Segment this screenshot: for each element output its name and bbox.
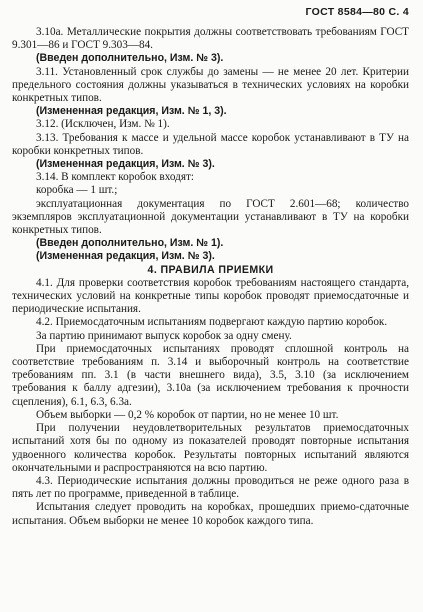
list-item: коробка — 1 шт.;	[36, 184, 118, 197]
paragraph: Испытания следует проводить на коробках, прошедших приемо-сдаточные испытания. Объем выборки не менее 10 коробок каждого типа.	[12, 501, 409, 527]
clause-3-14: 3.14. В комплект коробок входят:	[36, 171, 194, 184]
clause-3-13: 3.13. Требования к массе и удельной массе коробок устанавливают в ТУ на коробки конкретных типов.	[12, 131, 409, 157]
clause-3-11: 3.11. Установленный срок службы до замены — не менее 20 лет. Критерии предельного состояния должны указываться в технических условиях на коробки конкретных типов.	[12, 65, 409, 105]
section-heading: 4. ПРАВИЛА ПРИЕМКИ	[147, 263, 274, 276]
list-item: эксплуатационная документация по ГОСТ 2.601—68; количество экземпляров эксплуатационной документации устанавливают в ТУ на коробки конкретных типов.	[12, 197, 409, 237]
amendment-note: (Измененная редакция, Изм. № 3).	[36, 250, 215, 263]
clause-4-2: 4.2. Приемосдаточным испытаниям подвергают каждую партию коробок.	[36, 316, 388, 329]
paragraph: При приемосдаточных испытаниях проводят сплошной контроль на соответствие требованиям п. 3.14 и выборочный контроль на соответствие требованиям пп. 3.1 (в части внешнего вида), 3.5, 3.10 (за исключением требования к баллу адгезии), 3.10а (за исключением требования к прочности сцепления), 6.1, 6.3, 6.3а.	[12, 342, 409, 408]
amendment-note: (Введен дополнительно, Изм. № 1).	[36, 237, 224, 250]
amendment-note: (Измененная редакция, Изм. № 3).	[36, 158, 215, 171]
page-header: ГОСТ 8584—80 С. 4	[305, 6, 409, 18]
paragraph: Объем выборки — 0,2 % коробок от партии, но не менее 10 шт.	[36, 408, 339, 421]
clause-4-3: 4.3. Периодические испытания должны проводиться не реже одного раза в пять лет по программе, приведенной в таблице.	[12, 474, 409, 501]
paragraph: При получении неудовлетворительных результатов приемосдаточных испытаний хотя бы по одному из показателей проводят повторные испытания удвоенного количества коробок. Результаты повторных испытаний являются окончательными и распространяются на всю партию.	[12, 422, 409, 474]
amendment-note: (Измененная редакция, Изм. № 1, 3).	[36, 105, 227, 118]
clause-3-12: 3.12. (Исключен, Изм. № 1).	[36, 118, 170, 131]
clause-4-1: 4.1. Для проверки соответствия коробок требованиям настоящего стандарта, технических условий на конкретные типы коробок проводят приемосдаточные и периодические испытания.	[12, 276, 409, 316]
paragraph: За партию принимают выпуск коробок за одну смену.	[36, 329, 292, 342]
amendment-note: (Введен дополнительно, Изм. № 3).	[36, 52, 224, 65]
clause-3-10a: 3.10а. Металлические покрытия должны соответствовать требованиям ГОСТ 9.301—86 и ГОСТ 9.303—84.	[12, 26, 409, 52]
document-body	[12, 26, 409, 528]
